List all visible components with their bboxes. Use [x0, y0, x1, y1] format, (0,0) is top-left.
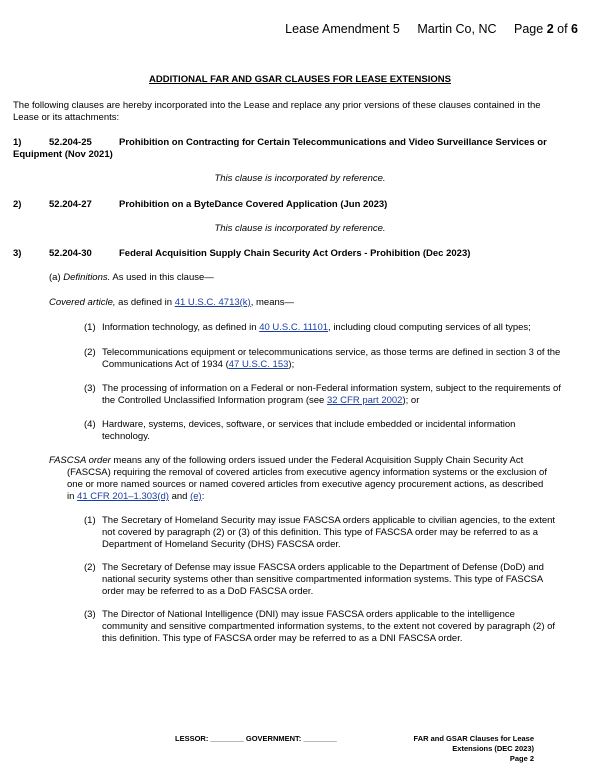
link-32-cfr-part-2002[interactable]: 32 CFR part 2002 [326, 395, 403, 406]
covered-article-line: Covered article, as defined in 41 U.S.C. 4713(k), means— [49, 297, 295, 308]
header-page: Page 2 of 6 [514, 22, 578, 36]
page-title: ADDITIONAL FAR AND GSAR CLAUSES FOR LEASE EXTENSIONS [149, 74, 451, 85]
link-e[interactable]: (e) [190, 491, 202, 502]
clause-2-heading: 2) 52.204-27 Prohibition on a ByteDance Covered Application (Jun 2023) [13, 199, 388, 210]
link-41-usc-4713k[interactable]: 41 U.S.C. 4713(k) [174, 297, 251, 308]
link-40-usc-11101[interactable]: 40 U.S.C. 11101 [259, 322, 329, 333]
header-location: Martin Co, NC [417, 22, 497, 36]
clause-3-heading: 3) 52.204-30 Federal Acquisition Supply Chain Security Act Orders - Prohibition (Dec 2023) [13, 248, 471, 259]
link-41-cfr-201-1303d[interactable]: 41 CFR 201–1.303(d) [77, 491, 169, 502]
intro-paragraph: The following clauses are hereby incorporated into the Lease and replace any prior versions of these clauses contained in the Lease or its attachments: [13, 100, 541, 123]
clause-1-incorporated: This clause is incorporated by reference. [214, 173, 386, 184]
fascsa-definition: FASCSA order means any of the following orders issued under the Federal Acquisition Supply Chain Security Act (FASCSA) requiring the removal of covered articles from executive agency information systems or the exclusion of one or more named sources or named covered articles from executive agency procurement actions, as described in 41 CFR 201–1.303(d) and (e): [49, 455, 547, 502]
header-doc: Lease Amendment 5 [285, 22, 400, 36]
document-page: Lease Amendment 5 Martin Co, NC Page 2 of 6 ADDITIONAL FAR AND GSAR CLAUSES FOR LEASE EXTENSIONS The following clauses are hereby incorporated into the Lease and replace any prior versions of these clauses contained in the Lease or its attachments: 1) 52.204-25 Prohibition on Contracting for Certain Telecommunications and Video Surveillance Services or Equipment (Nov 2021) This clause is incorporated by reference. 2) 52.204-27 Prohibition on a ByteDance Covered Application (Jun 2023) This clause is incorporated by reference. 3) 52.204-30 Federal Acquisition Supply Chain Security Act Orders - Prohibition (Dec 2023) (a) Definitions. As used in this clause— Covered article, as defined in 41 U.S.C. 4713(k), means— (1) Information technology, as defined in 40 U.S.C. 11101, including cloud computing services of all types; (2) Telecommunications equipment or telecommunications service, as those terms are defined in section 3 of the Communications Act of 1934 (47 U.S.C. 153); (3) The processing of information on a Federal or non-Federal information system, subject to the requirements of the Controlled Unclassified Information program (see 32 CFR part 2002); or (4) Hardware, systems, devices, software, or services that include embedded or incidental information technology. FASCSA order means any of the following orders issued under the Federal Acquisition Supply Chain Security Act (FASCSA) requiring the removal of covered articles from executive agency information systems or the exclusion of one or more named sources or named covered articles from executive agency procurement actions, as described in 41 CFR 201–1.303(d) and (e): (1) The Secretary of Homeland Security may issue FASCSA orders applicable to civilian agencies, to the extent not covered by paragraph (2) or (3) of this definition. This type of FASCSA order may be referred to as a Department of Homeland Security (DHS) FASCSA order. (2) The Secretary of Defense may issue FASCSA orders applicable to the Department of Defense (DoD) and national security systems other than sensitive compartmented information systems. This type of FASCSA order may be referred to as a DoD FASCSA order. (3) The Director of National Intelligence (DNI) may issue FASCSA orders applicable to the intelligence community and sensitive compartmented information systems, to the extent not covered by paragraph (2) of this definition. This type of FASCSA order may be referred to as a DNI FASCSA order. LESSOR: ________ GOVERNMENT: ________ FAR and GSAR Clauses for Lease Extensions (DEC 2023) Page 2 [0, 0, 600, 776]
footer-signature-line: LESSOR: ________ GOVERNMENT: ________ [175, 734, 337, 743]
clause-2-incorporated: This clause is incorporated by reference. [214, 223, 386, 234]
clause-1-heading: 1) 52.204-25 Prohibition on Contracting for Certain Telecommunications and Video Surveillance Services or Equipment (Nov 2021) [13, 137, 547, 160]
definitions-line: (a) Definitions. As used in this clause— [49, 272, 214, 283]
page-header [271, 22, 578, 36]
footer-doc-info: FAR and GSAR Clauses for Lease Extensions (DEC 2023) Page 2 [413, 734, 534, 763]
link-47-usc-153[interactable]: 47 U.S.C. 153 [228, 359, 289, 370]
